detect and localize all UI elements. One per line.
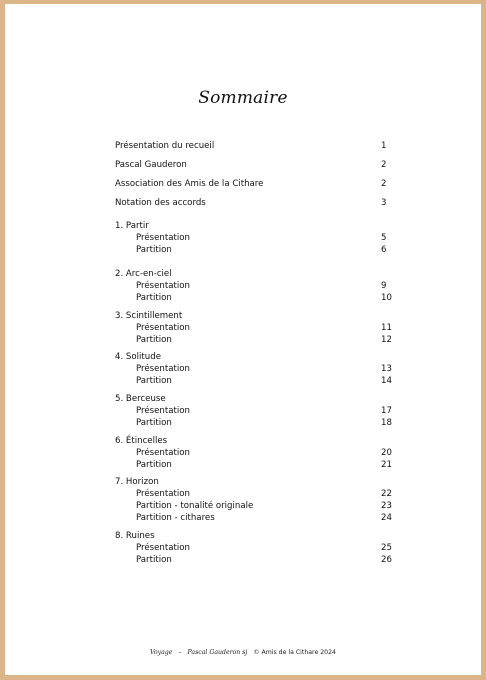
toc-subentry (115, 488, 405, 500)
toc-page-number: 17 (381, 406, 392, 416)
toc-page-number: 12 (381, 335, 392, 345)
toc-entry (115, 140, 405, 152)
toc-subentry (115, 363, 405, 375)
footer-author: Pascal Gauderon sj (187, 649, 248, 656)
toc-page-number: 21 (381, 460, 392, 470)
toc-page-number: 18 (381, 418, 392, 428)
toc-page-number: 13 (381, 364, 392, 374)
toc-entry-label: Partition - tonalité originale (136, 501, 254, 511)
toc-section-heading (115, 435, 405, 447)
toc-subentry (115, 500, 405, 512)
toc-page-number: 2 (381, 179, 387, 189)
toc-entry-label: Partition (136, 376, 172, 386)
document-page (5, 4, 481, 675)
toc-entry-label: 2. Arc-en-ciel (115, 269, 172, 279)
toc-subentry (115, 447, 405, 459)
toc-entry-label: Partition (136, 460, 172, 470)
toc-entry-label: 6. Étincelles (115, 436, 168, 446)
toc-entry-label: Partition - cithares (136, 513, 215, 523)
toc-entry-label: Partition (136, 335, 172, 345)
toc-subentry (115, 554, 405, 566)
toc-subentry (115, 375, 405, 387)
toc-entry-label: Présentation (136, 323, 190, 333)
toc-page-number: 5 (381, 233, 387, 243)
toc-entry-label: Présentation (136, 543, 190, 553)
toc-page-number: 6 (381, 245, 387, 255)
toc-page-number: 9 (381, 281, 387, 291)
toc-section-heading (115, 530, 405, 542)
toc-entry-label: 3. Scintillement (115, 311, 183, 321)
footer-dash: – (178, 649, 182, 656)
toc-section-heading (115, 268, 405, 280)
toc-entry-label: Présentation (136, 364, 190, 374)
toc-entry (115, 197, 405, 209)
toc-page-number: 26 (381, 555, 392, 565)
page-title: Sommaire (198, 88, 288, 108)
toc-entry-label: 5. Berceuse (115, 394, 166, 404)
toc-page-number: 2 (381, 160, 387, 170)
toc-subentry (115, 405, 405, 417)
toc-subentry (115, 244, 405, 256)
toc-entry-label: Partition (136, 245, 172, 255)
toc-subentry (115, 417, 405, 429)
toc-page-number: 24 (381, 513, 392, 523)
toc-page-number: 14 (381, 376, 392, 386)
toc-section-heading (115, 476, 405, 488)
toc-entry-label: Présentation (136, 489, 190, 499)
toc-entry-label: Présentation (136, 281, 190, 291)
page-footer (5, 649, 481, 656)
toc-entry-label: 1. Partir (115, 221, 149, 231)
toc-entry-label: Pascal Gauderon (115, 160, 187, 170)
toc-subentry (115, 542, 405, 554)
footer-work-title: Voyage (150, 649, 173, 656)
toc-subentry (115, 280, 405, 292)
toc-section-heading (115, 393, 405, 405)
toc-page-number: 20 (381, 448, 392, 458)
toc-section-heading (115, 310, 405, 322)
toc-entry-label: Présentation (136, 233, 190, 243)
toc-entry (115, 178, 405, 190)
toc-page-number: 10 (381, 293, 392, 303)
footer-copyright: © Amis de la Cithare 2024 (253, 649, 336, 656)
toc-entry-label: Partition (136, 555, 172, 565)
toc-entry-label: Association des Amis de la Cithare (115, 179, 264, 189)
toc-page-number: 22 (381, 489, 392, 499)
toc-entry-label: Présentation (136, 448, 190, 458)
toc-entry-label: 4. Solitude (115, 352, 161, 362)
toc-entry-label: Présentation (136, 406, 190, 416)
toc-subentry (115, 232, 405, 244)
toc-entry-label: Présentation du recueil (115, 141, 215, 151)
toc-subentry (115, 322, 405, 334)
toc-subentry (115, 292, 405, 304)
toc-entry-label: 7. Horizon (115, 477, 159, 487)
toc-subentry (115, 512, 405, 524)
toc-entry-label: 8. Ruines (115, 531, 155, 541)
toc-page-number: 25 (381, 543, 392, 553)
toc-page-number: 23 (381, 501, 392, 511)
toc-subentry (115, 459, 405, 471)
toc-entry-label: Partition (136, 293, 172, 303)
toc-entry-label: Notation des accords (115, 198, 206, 208)
toc-section-heading (115, 220, 405, 232)
toc-section-heading (115, 351, 405, 363)
toc-entry-label: Partition (136, 418, 172, 428)
toc-entry (115, 159, 405, 171)
toc-page-number: 1 (381, 141, 387, 151)
toc-page-number: 3 (381, 198, 387, 208)
toc-page-number: 11 (381, 323, 392, 333)
toc-subentry (115, 334, 405, 346)
